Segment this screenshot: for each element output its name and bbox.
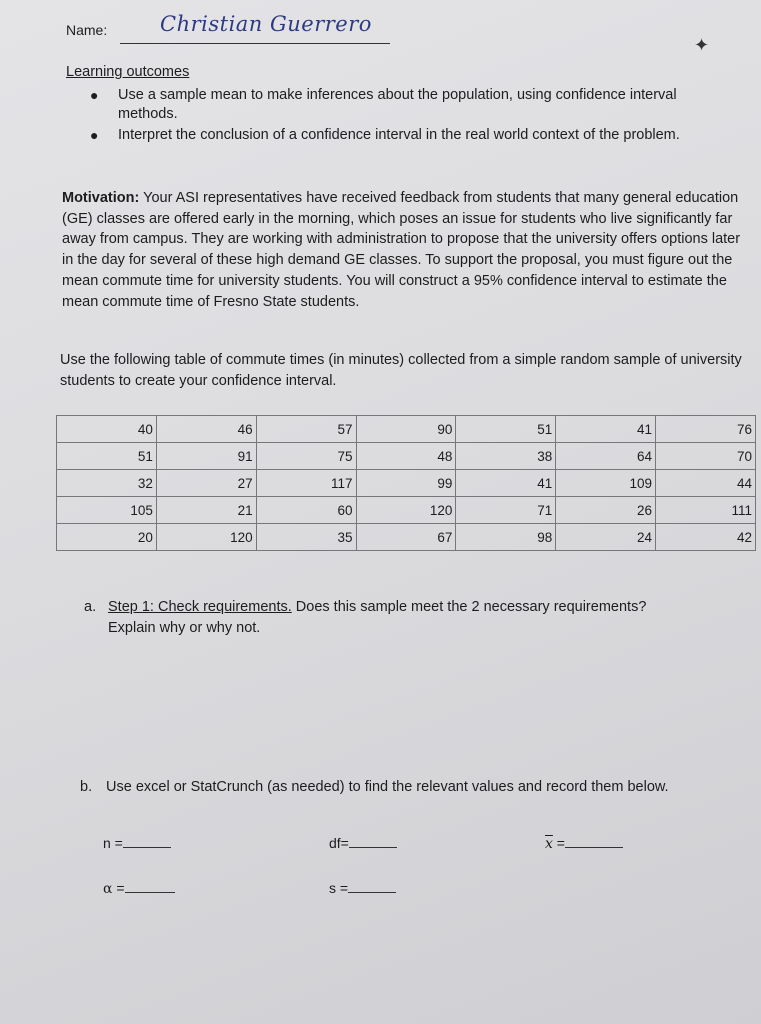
table-row bbox=[57, 470, 756, 497]
motivation-label: Motivation: bbox=[62, 190, 140, 206]
bullet-icon: ● bbox=[90, 127, 99, 143]
xbar-eq: = bbox=[552, 835, 565, 851]
alpha-eq: = bbox=[112, 880, 125, 896]
table-cell: 26 bbox=[556, 497, 656, 524]
table-cell: 41 bbox=[556, 416, 656, 443]
table-cell: 75 bbox=[256, 443, 356, 470]
table-cell: 57 bbox=[256, 416, 356, 443]
table-cell: 98 bbox=[456, 524, 556, 551]
xbar-label: $\overline{x}$ bbox=[545, 836, 553, 852]
df-label: df= bbox=[329, 835, 349, 851]
question-a-text: Does this sample meet the 2 necessary requirements? bbox=[291, 599, 647, 615]
question-b bbox=[80, 777, 760, 798]
learning-outcomes-title: Learning outcomes bbox=[66, 64, 190, 80]
list-item bbox=[90, 86, 740, 124]
table-cell: 70 bbox=[656, 443, 756, 470]
table-row bbox=[57, 497, 756, 524]
outcome-text: Interpret the conclusion of a confidence interval in the real world context of the problem. bbox=[118, 127, 680, 143]
commute-times-table bbox=[56, 415, 756, 551]
student-name-handwritten: Christian Guerrero bbox=[160, 12, 372, 36]
table-cell: 117 bbox=[256, 470, 356, 497]
table-cell: 111 bbox=[656, 497, 756, 524]
table-cell: 27 bbox=[156, 470, 256, 497]
corner-mark-icon: ✦ bbox=[694, 35, 710, 55]
table-cell: 91 bbox=[156, 443, 256, 470]
question-a-step: Step 1: Check requirements. bbox=[108, 599, 292, 615]
xbar-blank[interactable] bbox=[565, 833, 623, 848]
table-cell: 41 bbox=[456, 470, 556, 497]
table-cell: 42 bbox=[656, 524, 756, 551]
n-field bbox=[103, 833, 171, 851]
df-field bbox=[329, 833, 397, 851]
table-cell: 38 bbox=[456, 443, 556, 470]
s-field bbox=[329, 878, 396, 896]
name-line bbox=[120, 43, 390, 44]
question-b-text: Use excel or StatCrunch (as needed) to find the relevant values and record them below. bbox=[106, 779, 669, 795]
table-instructions: Use the following table of commute times (in minutes) collected from a simple random sample of university students to create your confidence interval. bbox=[60, 352, 742, 389]
table-cell: 109 bbox=[556, 470, 656, 497]
learning-outcomes-list bbox=[90, 86, 740, 147]
table-cell: 32 bbox=[57, 470, 157, 497]
table-cell: 90 bbox=[356, 416, 456, 443]
n-label: n = bbox=[103, 835, 123, 851]
table-cell: 120 bbox=[156, 524, 256, 551]
bullet-icon: ● bbox=[90, 87, 99, 103]
motivation-text: Your ASI representatives have received feedback from students that many general education (GE) classes are offered early in the morning, which poses an issue for students who live significantly far away from campus. They are working with administration to propose that the university offers options later in the day for several of these high demand GE classes. To support the proposal, you must figure out the mean commute time for university students. You will construct a 95% confidence interval to estimate the mean commute time of Fresno State students. bbox=[62, 190, 741, 310]
s-blank[interactable] bbox=[348, 878, 396, 893]
table-cell: 20 bbox=[57, 524, 157, 551]
table-cell: 46 bbox=[156, 416, 256, 443]
table-cell: 24 bbox=[556, 524, 656, 551]
table-cell: 35 bbox=[256, 524, 356, 551]
table-cell: 64 bbox=[556, 443, 656, 470]
table-cell: 67 bbox=[356, 524, 456, 551]
alpha-label: α bbox=[103, 881, 113, 897]
xbar-field bbox=[545, 833, 623, 852]
question-a bbox=[84, 597, 754, 639]
table-cell: 105 bbox=[57, 497, 157, 524]
name-label: Name: bbox=[66, 22, 108, 38]
table-cell: 51 bbox=[57, 443, 157, 470]
table-cell: 71 bbox=[456, 497, 556, 524]
outcome-text: Use a sample mean to make inferences about the population, using confidence interval methods. bbox=[118, 87, 677, 122]
question-a-text2: Explain why or why not. bbox=[108, 620, 261, 636]
alpha-field bbox=[103, 878, 175, 897]
s-label: s = bbox=[329, 880, 349, 896]
table-row bbox=[57, 416, 756, 443]
list-item bbox=[90, 126, 740, 145]
table-cell: 51 bbox=[456, 416, 556, 443]
table-cell: 40 bbox=[57, 416, 157, 443]
table-cell: 48 bbox=[356, 443, 456, 470]
table-row bbox=[57, 443, 756, 470]
table-cell: 99 bbox=[356, 470, 456, 497]
table-cell: 76 bbox=[656, 416, 756, 443]
motivation-paragraph bbox=[62, 188, 752, 312]
table-cell: 120 bbox=[356, 497, 456, 524]
table-row bbox=[57, 524, 756, 551]
question-a-label: a. bbox=[84, 599, 97, 615]
question-b-label: b. bbox=[80, 779, 93, 795]
df-blank[interactable] bbox=[349, 833, 397, 848]
table-cell: 21 bbox=[156, 497, 256, 524]
alpha-blank[interactable] bbox=[125, 878, 175, 893]
n-blank[interactable] bbox=[123, 833, 171, 848]
table-cell: 44 bbox=[656, 470, 756, 497]
table-cell: 60 bbox=[256, 497, 356, 524]
